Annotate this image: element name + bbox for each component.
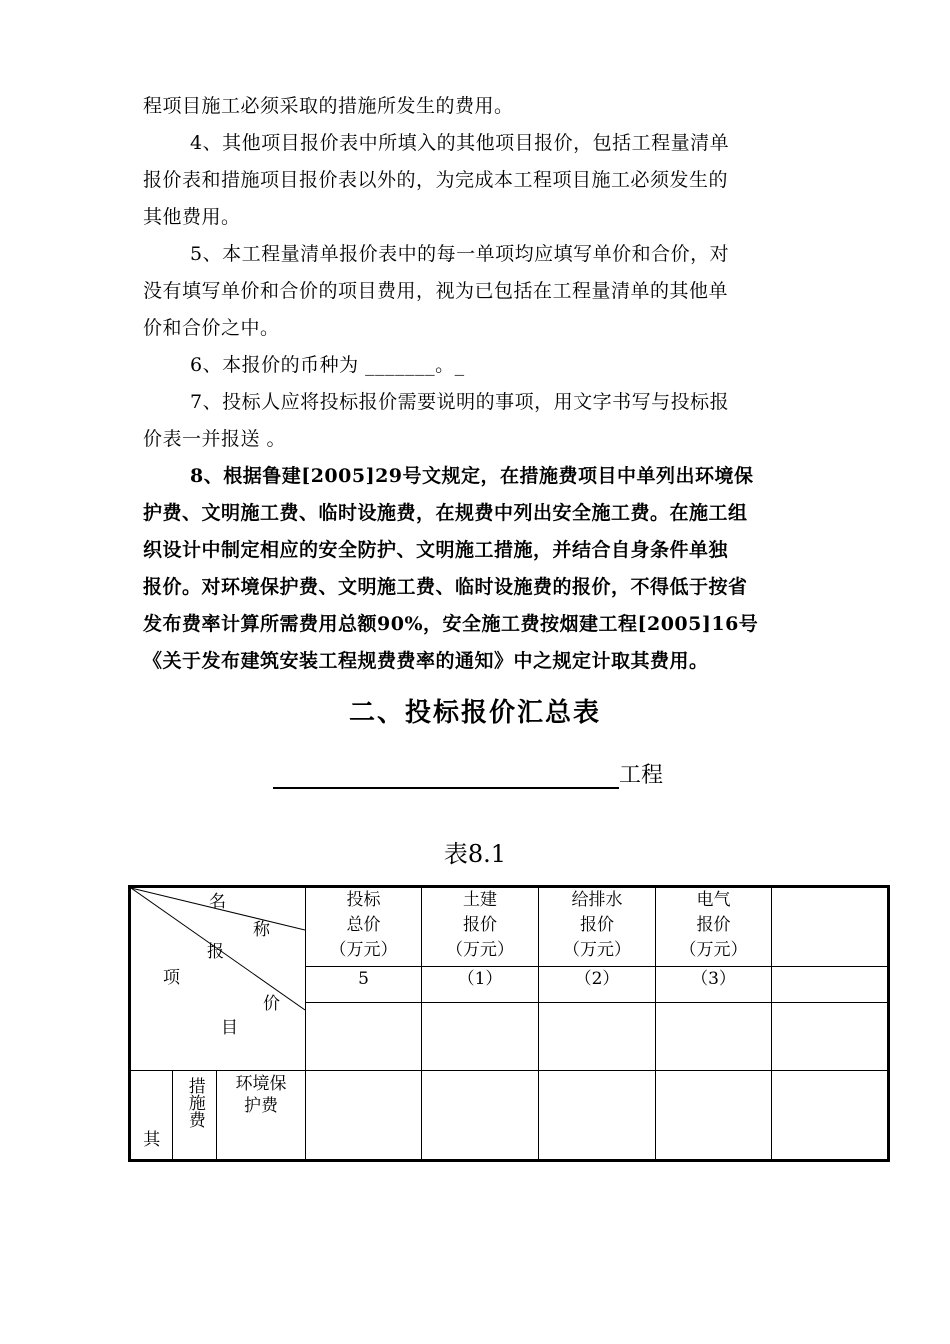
column-code: （3）: [656, 967, 772, 1003]
empty-cell: [656, 1003, 772, 1071]
paragraph-line: 价表一并报送 。: [143, 428, 287, 450]
paragraph-line-bold: 织设计中制定相应的安全防护、文明施工措施，并结合自身条件单独: [143, 539, 729, 561]
paragraph-line-bold: 护费、文明施工费、临时设施费，在规费中列出安全施工费。在施工组: [143, 502, 748, 524]
header-label-mu: 目: [221, 1018, 238, 1038]
project-name-line: [273, 758, 663, 789]
empty-cell: [772, 1003, 889, 1071]
column-code: （1）: [422, 967, 539, 1003]
table-number: 表8.1: [443, 840, 507, 868]
empty-cell: [656, 1071, 772, 1161]
paragraph-line: 5、本工程量清单报价表中的每一单项均应填写单价和合价，对: [190, 243, 730, 265]
paragraph-line: 6、本报价的币种为 _______。_: [190, 354, 465, 376]
summary-table: [128, 885, 890, 1162]
header-label-name1: 名: [209, 892, 226, 912]
column-header: 土建 报价 （万元）: [422, 887, 539, 967]
empty-cell: [772, 1071, 889, 1161]
row-subgroup-label: 措施费: [173, 1071, 216, 1161]
header-label-jia: 价: [263, 994, 280, 1014]
paragraph-line-bold: 发布费率计算所需费用总额90%，安全施工费按烟建工程[2005]16号: [143, 613, 759, 635]
paragraph-line: 7、投标人应将投标报价需要说明的事项，用文字书写与投标报: [190, 391, 730, 413]
column-header: 投标 总价 （万元）: [306, 887, 422, 967]
diagonal-header-cell: [130, 887, 306, 1071]
project-suffix: 工程: [619, 763, 664, 788]
empty-cell: [539, 1003, 656, 1071]
header-label-xiang: 项: [163, 968, 180, 988]
column-code: （2）: [539, 967, 656, 1003]
paragraph-line: 程项目施工必须采取的措施所发生的费用。: [143, 95, 514, 117]
empty-cell: [772, 967, 889, 1003]
empty-cell: [306, 1071, 422, 1161]
column-header: 电气 报价 （万元）: [656, 887, 772, 967]
project-name-blank: [273, 763, 619, 789]
paragraph-line: 报价表和措施项目报价表以外的，为完成本工程项目施工必须发生的: [143, 169, 729, 191]
row-item-label: 环境保 护费: [216, 1071, 305, 1161]
empty-cell: [539, 1071, 656, 1161]
paragraph-line: 没有填写单价和合价的项目费用，视为已包括在工程量清单的其他单: [143, 280, 729, 302]
empty-cell: [422, 1071, 539, 1161]
column-code: 5: [306, 967, 422, 1003]
header-label-name2: 称: [253, 920, 270, 940]
row-group-label: 其: [130, 1071, 173, 1161]
paragraph-line: 其他费用。: [143, 206, 241, 228]
diagonal-lines: [131, 888, 305, 1070]
paragraph-line-bold: 8、根据鲁建[2005]29号文规定，在措施费项目中单列出环境保: [190, 465, 754, 487]
header-label-bao: 报: [207, 942, 224, 962]
paragraph-line-bold: 报价。对环境保护费、文明施工费、临时设施费的报价，不得低于按省: [143, 576, 748, 598]
paragraph-line-bold: 《关于发布建筑安装工程规费费率的通知》中之规定计取其费用。: [143, 650, 709, 672]
paragraph-line: 4、其他项目报价表中所填入的其他项目报价，包括工程量清单: [190, 132, 730, 154]
empty-cell: [422, 1003, 539, 1071]
paragraph-line: 价和合价之中。: [143, 317, 280, 339]
column-header: 给排水 报价 （万元）: [539, 887, 656, 967]
empty-cell: [772, 887, 889, 967]
section-title: 二、投标报价汇总表: [348, 698, 601, 728]
empty-cell: [306, 1003, 422, 1071]
